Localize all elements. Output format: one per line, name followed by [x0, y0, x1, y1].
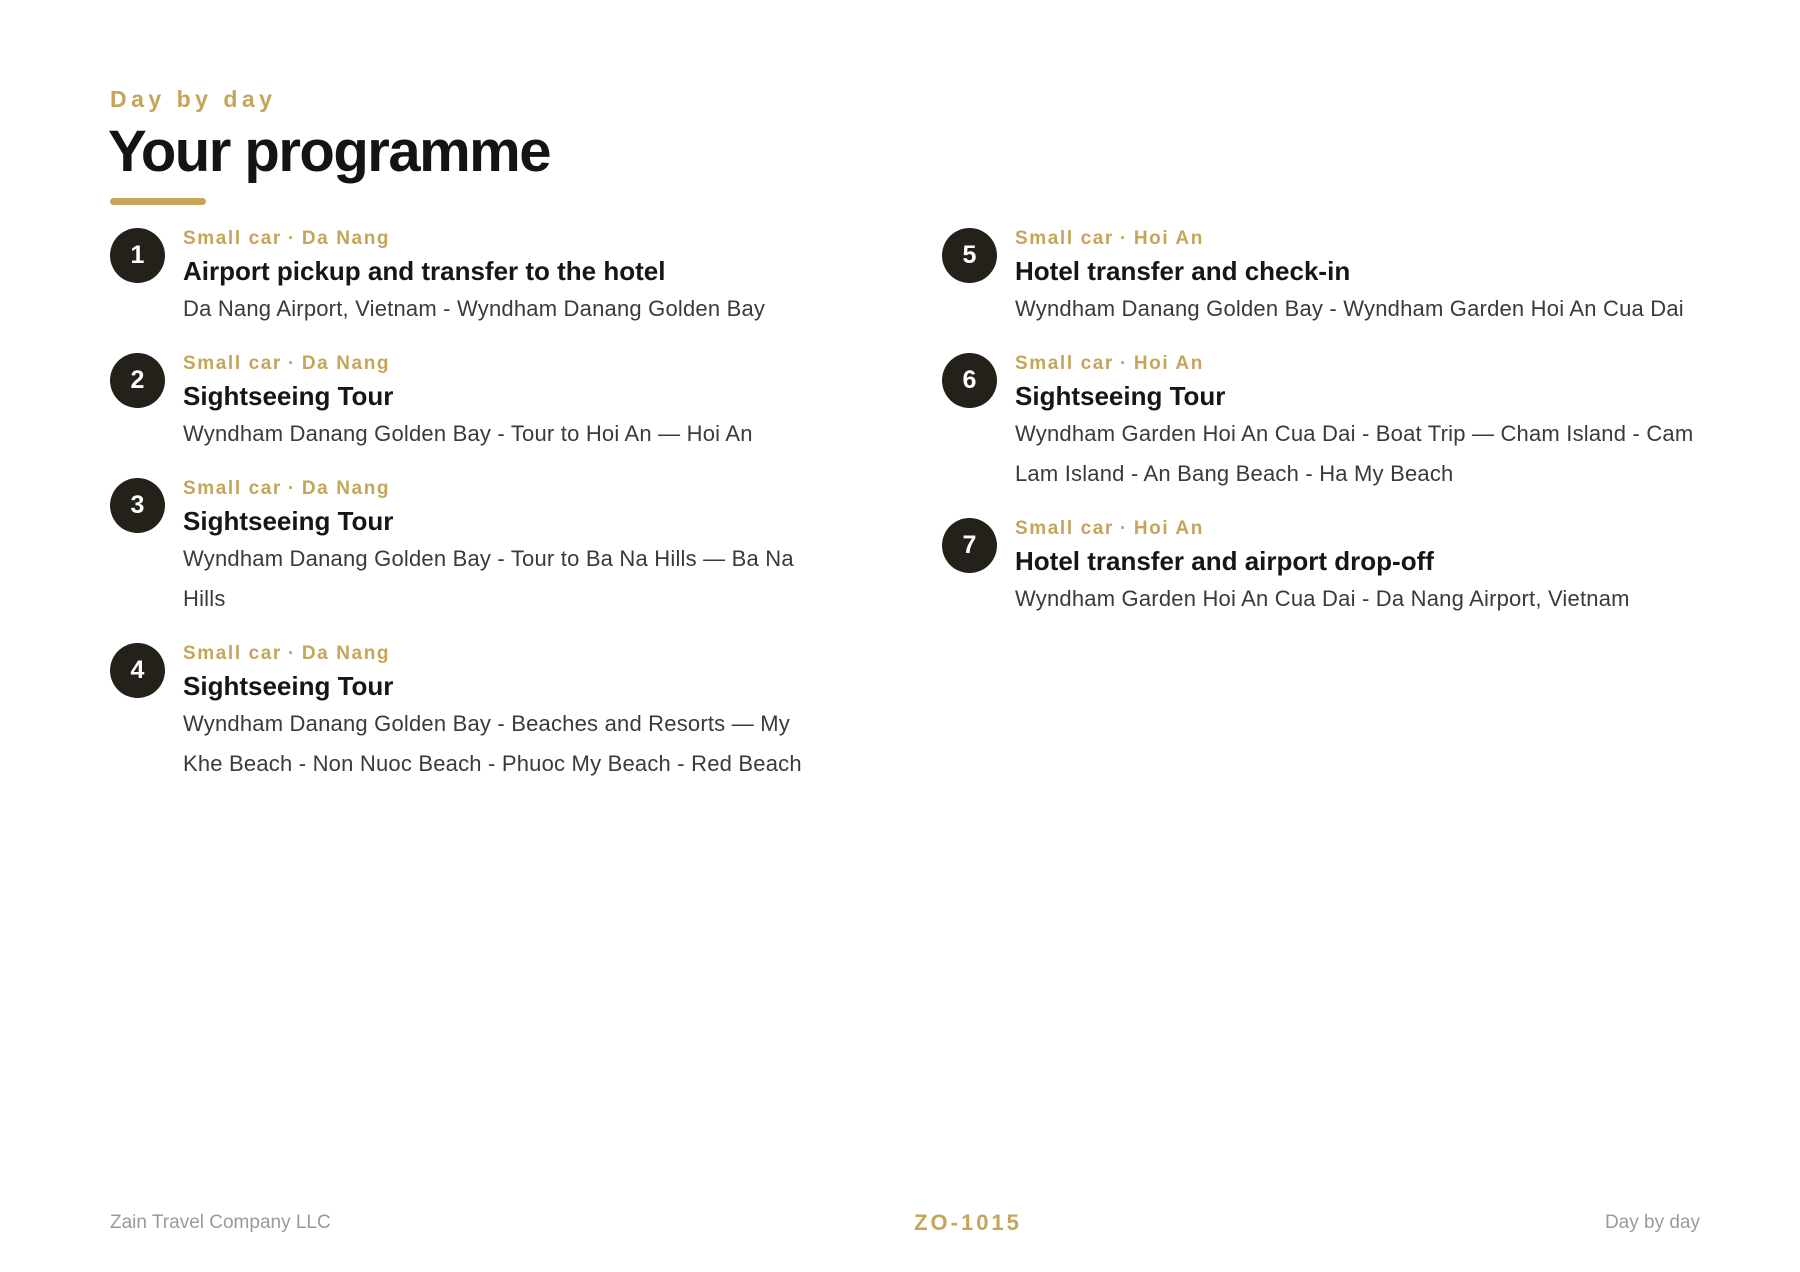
- city-label: Da Nang: [301, 478, 391, 499]
- day-meta: [1015, 516, 1702, 542]
- vehicle-label: Small car: [1015, 228, 1114, 249]
- day-number-badge: 5: [942, 228, 997, 283]
- separator-dot: ·: [1119, 353, 1128, 374]
- day-route: Wyndham Danang Golden Bay - Beaches and Resorts — My Khe Beach - Non Nuoc Beach - Phuoc My Beach - Red Beach: [183, 711, 802, 776]
- day-route: Wyndham Garden Hoi An Cua Dai - Boat Trip — Cham Island - Cam Lam Island - An Bang Beach - Ha My Beach: [1015, 421, 1694, 486]
- day-title: Hotel transfer and airport drop-off: [1015, 546, 1434, 576]
- day-title: Sightseeing Tour: [183, 381, 394, 411]
- day-item-1: [110, 226, 810, 329]
- day-route: Da Nang Airport, Vietnam - Wyndham Danang Golden Bay: [183, 296, 766, 321]
- day-number-badge: 3: [110, 478, 165, 533]
- vehicle-label: Small car: [1015, 353, 1114, 374]
- city-label: Da Nang: [301, 228, 391, 249]
- day-item-6: [942, 351, 1702, 494]
- day-item-4: [110, 641, 810, 784]
- day-number-badge: 4: [110, 643, 165, 698]
- day-number-badge: 7: [942, 518, 997, 573]
- day-number-badge: 2: [110, 353, 165, 408]
- vehicle-label: Small car: [183, 228, 282, 249]
- day-meta: [1015, 351, 1702, 377]
- footer-company: Zain Travel Company LLC: [110, 1212, 331, 1233]
- day-item-3: [110, 476, 810, 619]
- day-title: Sightseeing Tour: [1015, 381, 1226, 411]
- itinerary-column-left: [110, 226, 810, 806]
- city-label: Hoi An: [1133, 518, 1204, 539]
- itinerary-column-right: [942, 226, 1702, 641]
- day-route: Wyndham Danang Golden Bay - Wyndham Garden Hoi An Cua Dai: [1015, 296, 1684, 321]
- day-title: Hotel transfer and check-in: [1015, 256, 1351, 286]
- city-label: Da Nang: [301, 353, 391, 374]
- vehicle-label: Small car: [1015, 518, 1114, 539]
- title-underline: [110, 198, 206, 205]
- day-item-7: [942, 516, 1702, 619]
- city-label: Da Nang: [301, 643, 391, 664]
- day-title: Sightseeing Tour: [183, 671, 394, 701]
- day-meta: [183, 351, 810, 377]
- separator-dot: ·: [287, 478, 296, 499]
- separator-dot: ·: [287, 353, 296, 374]
- day-number-badge: 1: [110, 228, 165, 283]
- day-meta: [1015, 226, 1702, 252]
- day-meta: [183, 476, 810, 502]
- day-meta: [183, 641, 810, 667]
- city-label: Hoi An: [1133, 353, 1204, 374]
- day-route: Wyndham Danang Golden Bay - Tour to Ba Na Hills — Ba Na Hills: [183, 546, 794, 611]
- footer-reference: ZO-1015: [914, 1210, 1022, 1235]
- vehicle-label: Small car: [183, 478, 282, 499]
- separator-dot: ·: [1119, 518, 1128, 539]
- day-item-2: [110, 351, 810, 454]
- separator-dot: ·: [287, 228, 296, 249]
- day-title: Sightseeing Tour: [183, 506, 394, 536]
- vehicle-label: Small car: [183, 643, 282, 664]
- separator-dot: ·: [287, 643, 296, 664]
- day-item-5: [942, 226, 1702, 329]
- footer-section: Day by day: [1604, 1212, 1700, 1233]
- day-number-badge: 6: [942, 353, 997, 408]
- page-title: Your programme: [108, 119, 551, 184]
- city-label: Hoi An: [1133, 228, 1204, 249]
- separator-dot: ·: [1119, 228, 1128, 249]
- day-route: Wyndham Danang Golden Bay - Tour to Hoi An — Hoi An: [183, 421, 753, 446]
- day-meta: [183, 226, 810, 252]
- day-title: Airport pickup and transfer to the hotel: [183, 256, 666, 286]
- vehicle-label: Small car: [183, 353, 282, 374]
- section-eyebrow: Day by day: [110, 86, 277, 112]
- day-route: Wyndham Garden Hoi An Cua Dai - Da Nang Airport, Vietnam: [1015, 586, 1630, 611]
